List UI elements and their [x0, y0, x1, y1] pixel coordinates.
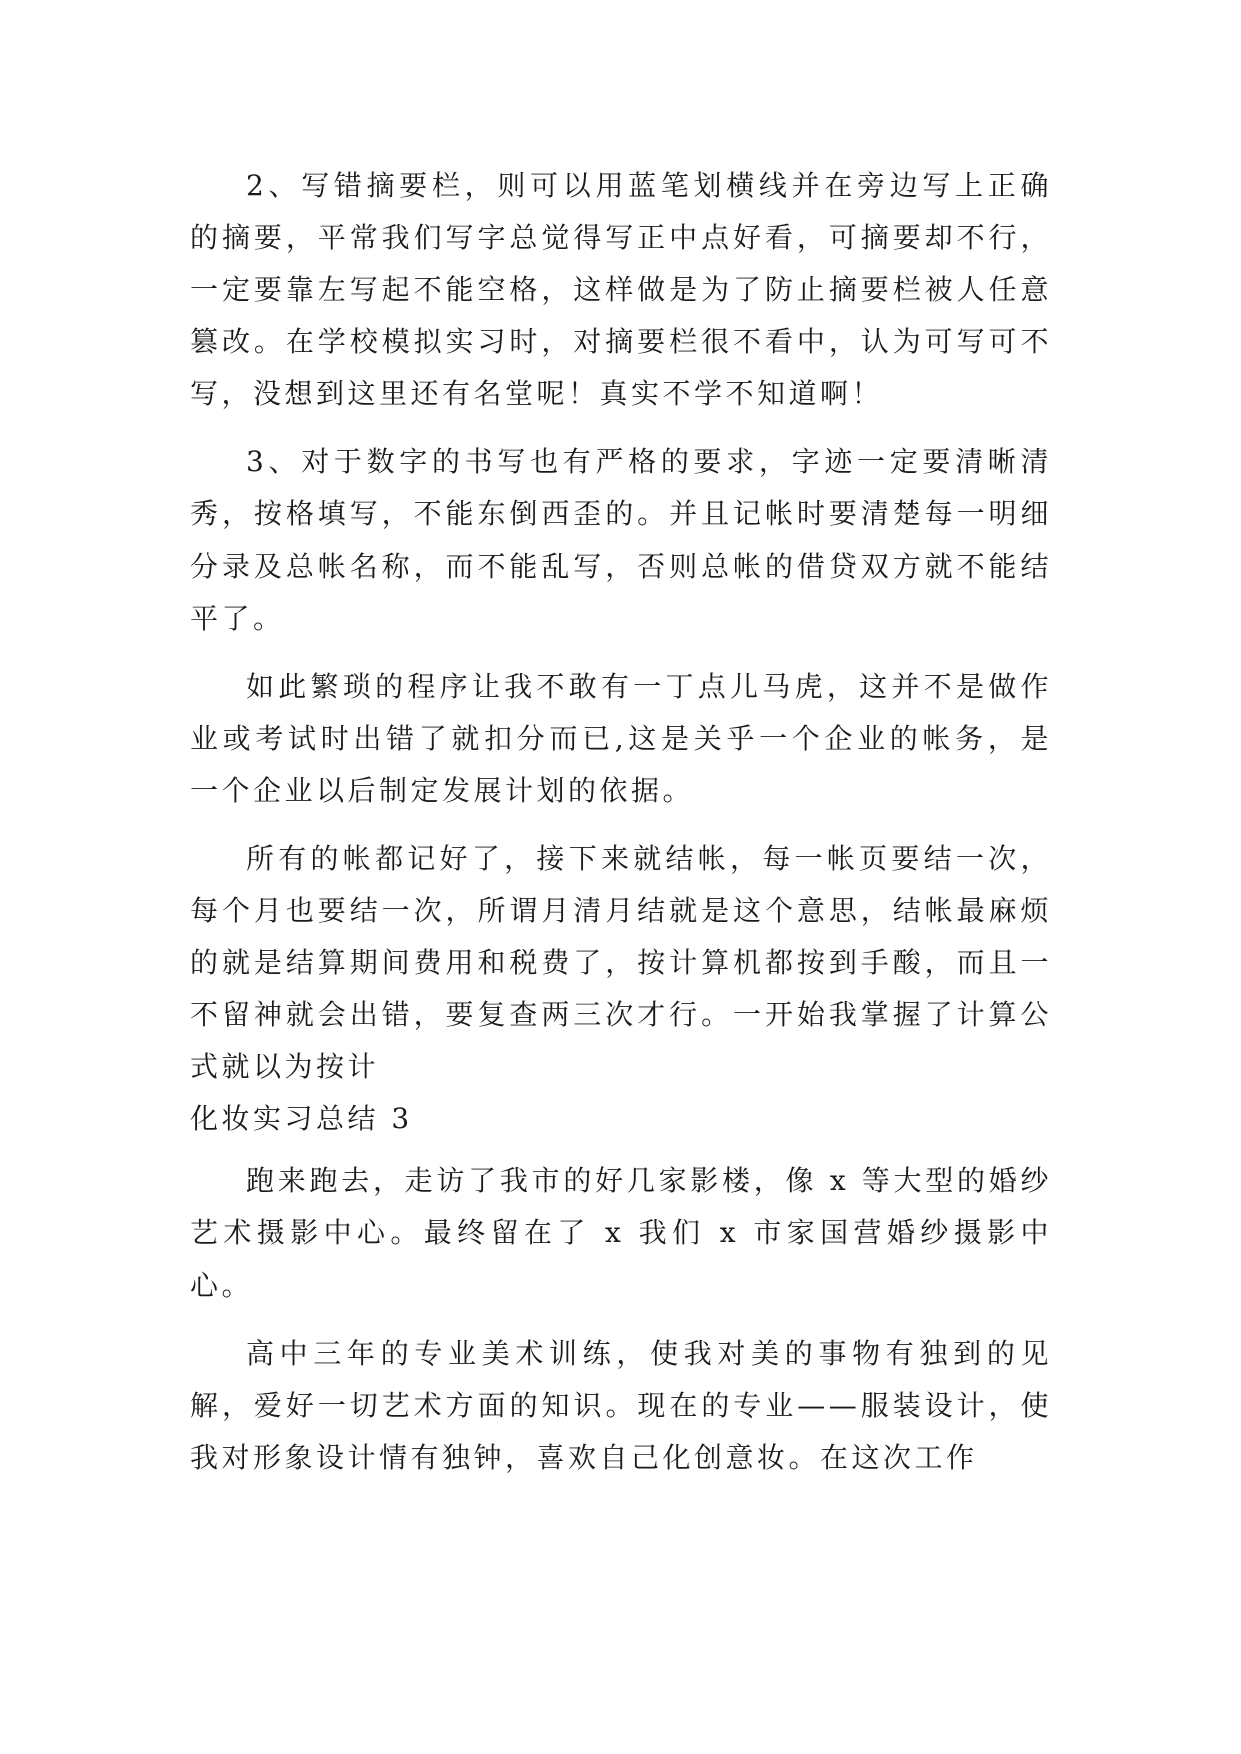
paragraph-studio-visits: 跑来跑去，走访了我市的好几家影楼，像 x 等大型的婚纱艺术摄影中心。最终留在了 x 我们 x 市家国营婚纱摄影中心。 — [190, 1164, 1052, 1302]
paragraph-art-training: 高中三年的专业美术训练，使我对美的事物有独到的见解，爱好一切艺术方面的知识。现在的专业——服装设计，使我对形象设计情有独钟，喜欢自己化创意妆。在这次工作 — [190, 1336, 1052, 1474]
paragraph-tedious-procedure: 如此繁琐的程序让我不敢有一丁点儿马虎，这并不是做作业或考试时出错了就扣分而已,这是关乎一个企业的帐务，是一个企业以后制定发展计划的依据。 — [190, 669, 1052, 807]
paragraph-summary-column: 2、写错摘要栏，则可以用蓝笔划横线并在旁边写上正确的摘要，平常我们写字总觉得写正中点好看，可摘要却不行，一定要靠左写起不能空格，这样做是为了防止摘要栏被人任意篡改。在学校模拟实习时，对摘要栏很不看中，认为可写可不写，没想到这里还有名堂呢！真实不学不知道啊！ — [190, 169, 1052, 411]
paragraph-number-writing: 3、对于数字的书写也有严格的要求，字迹一定要清晰清秀，按格填写，不能东倒西歪的。并且记帐时要清楚每一明细分录及总帐名称，而不能乱写，否则总帐的借贷双方就不能结平了。 — [190, 445, 1052, 635]
document-body — [190, 160, 1052, 1500]
paragraph-closing-accounts: 所有的帐都记好了，接下来就结帐，每一帐页要结一次，每个月也要结一次，所谓月清月结就是这个意思，结帐最麻烦的就是结算期间费用和税费了，按计算机都按到手酸，而且一不留神就会出错，要复查两三次才行。一开始我掌握了计算公式就以为按计 — [190, 841, 1052, 1084]
section-heading: 化妆实习总结 3 — [190, 1102, 413, 1136]
